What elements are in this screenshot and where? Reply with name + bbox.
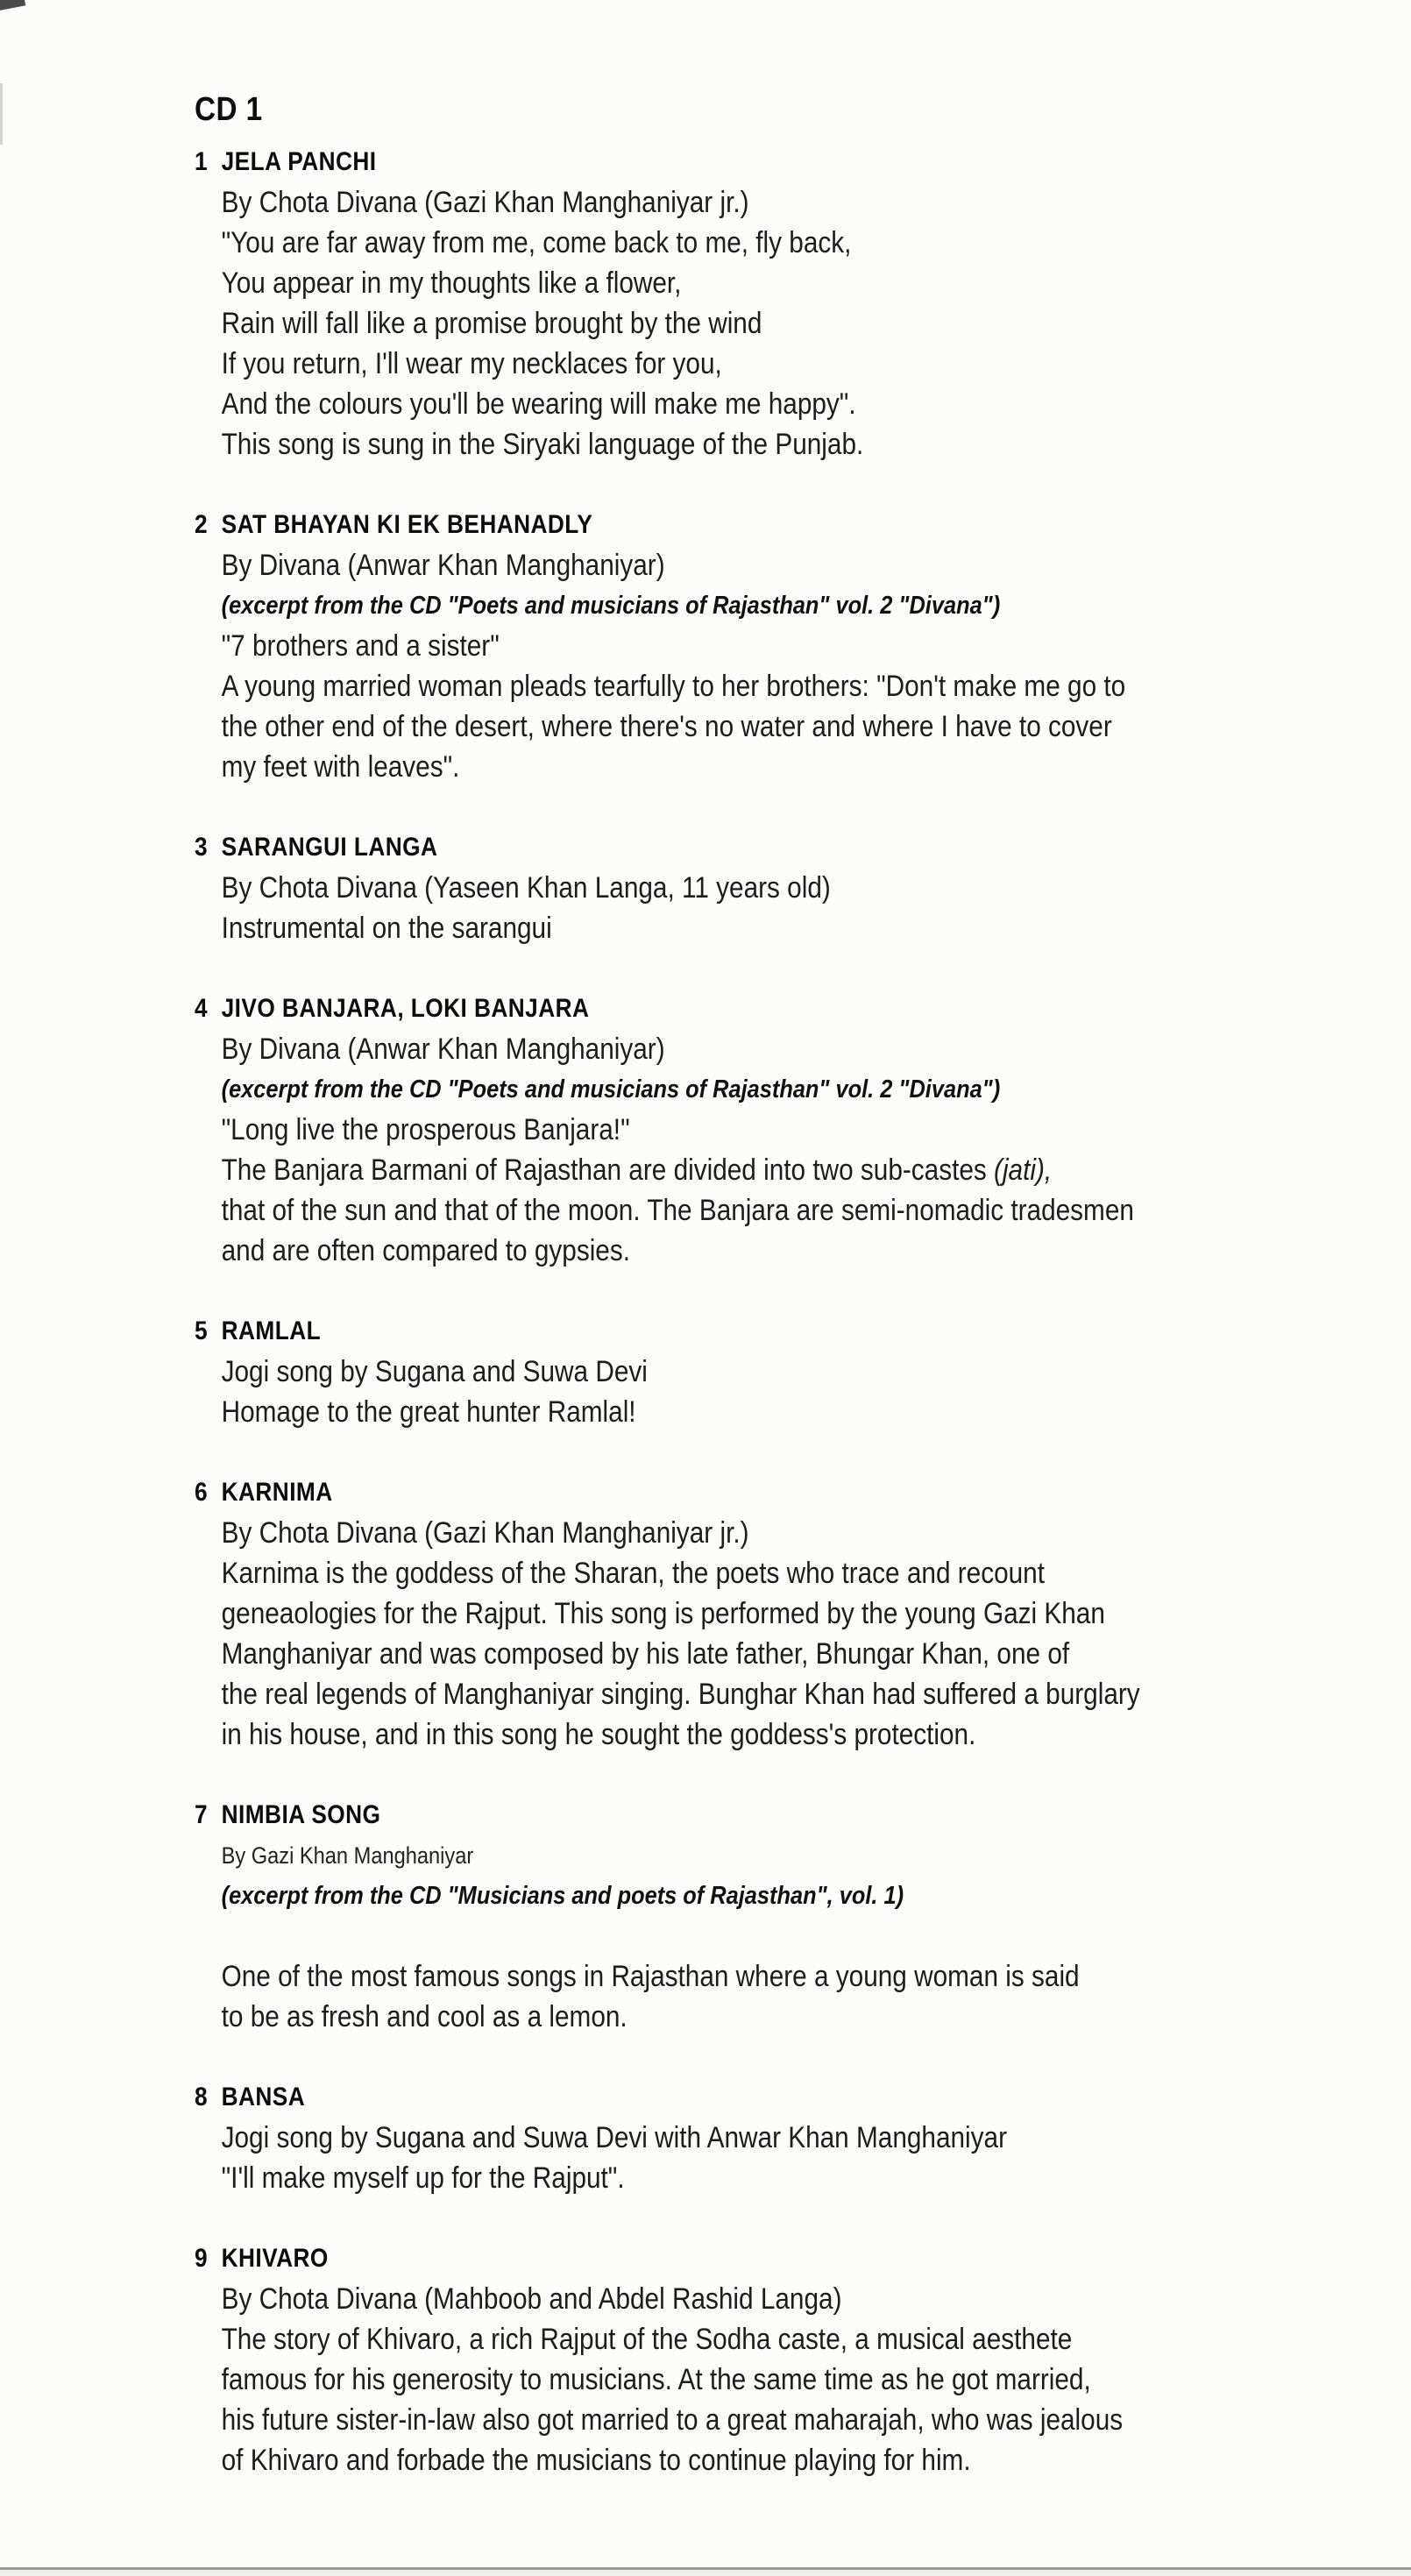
line-text: A young married woman pleads tearfully to her brothers: "Don't make me go to <box>221 670 1126 703</box>
track-line <box>195 626 1284 666</box>
track-section <box>195 1795 1284 2037</box>
line-text: Jogi song by Sugana and Suwa Devi with Anwar Khan Manghaniyar <box>221 2121 1007 2154</box>
line-text: Jogi song by Sugana and Suwa Devi <box>221 1355 648 1388</box>
track-line <box>195 1069 1284 1110</box>
track-section <box>195 1473 1284 1755</box>
track-line <box>195 1231 1284 1271</box>
track-header <box>195 989 1284 1029</box>
line-text: in his house, and in this song he sought the goddess's protection. <box>221 1718 976 1751</box>
track-number: 2 <box>195 510 209 539</box>
track-section <box>195 505 1284 787</box>
line-text: Rain will fall like a promise brought by the wind <box>221 307 762 340</box>
line-text: By Divana (Anwar Khan Manghaniyar) <box>221 549 665 582</box>
track-title: RAMLAL <box>221 1316 322 1345</box>
track-section <box>195 2077 1284 2198</box>
track-line <box>195 2118 1284 2158</box>
track-header <box>195 2077 1284 2118</box>
track-number: 9 <box>195 2244 209 2273</box>
track-number: 7 <box>195 1800 209 1829</box>
track-line <box>195 263 1284 303</box>
track-line <box>195 1876 1284 1916</box>
page-title: CD 1 <box>195 91 263 128</box>
track-line <box>195 706 1284 747</box>
track-header <box>195 1473 1284 1513</box>
line-text: The story of Khivaro, a rich Rajput of the Sodha caste, a musical aesthete <box>221 2323 1073 2356</box>
line-text: (excerpt from the CD "Musicians and poets of Rajasthan", vol. 1) <box>221 1882 904 1910</box>
line-text: and are often compared to gypsies. <box>221 1234 630 1267</box>
track-line <box>195 1150 1284 1190</box>
track-line <box>195 1190 1284 1231</box>
track-list <box>195 142 1284 2480</box>
track-number: 8 <box>195 2083 209 2111</box>
track-title: SARANGUI LANGA <box>221 833 438 862</box>
page-content <box>195 89 1284 2480</box>
track-title: KARNIMA <box>221 1478 333 1507</box>
line-text: "Long live the prosperous Banjara!" <box>221 1113 630 1146</box>
track-line <box>195 585 1284 626</box>
line-text: Instrumental on the sarangui <box>221 912 552 945</box>
line-text: By Chota Divana (Yaseen Khan Langa, 11 years old) <box>221 871 831 905</box>
track-line <box>195 223 1284 263</box>
line-text: One of the most famous songs in Rajasthan where a young woman is said <box>221 1960 1080 1993</box>
track-title: BANSA <box>221 2083 306 2111</box>
scan-corner-mark <box>0 0 25 11</box>
track-title: SAT BHAYAN KI EK BEHANADLY <box>221 510 593 539</box>
track-line <box>195 1997 1284 2037</box>
track-line <box>195 1634 1284 1674</box>
track-line <box>195 1956 1284 1997</box>
track-section <box>195 2239 1284 2480</box>
track-line <box>195 1029 1284 1069</box>
track-line <box>195 1916 1284 1956</box>
line-text: You appear in my thoughts like a flower, <box>221 266 682 300</box>
track-line <box>195 1593 1284 1634</box>
track-line <box>195 303 1284 344</box>
line-text: "You are far away from me, come back to me, fly back, <box>221 226 852 259</box>
track-number: 1 <box>195 147 209 176</box>
line-text: By Divana (Anwar Khan Manghaniyar) <box>221 1033 665 1066</box>
track-line <box>195 545 1284 585</box>
line-text: And the colours you'll be wearing will make me happy". <box>221 387 856 421</box>
track-line <box>195 2158 1284 2198</box>
line-text: By Chota Divana (Mahboob and Abdel Rashid Langa) <box>221 2282 842 2316</box>
track-number: 6 <box>195 1478 209 1507</box>
track-title: NIMBIA SONG <box>221 1800 381 1829</box>
track-header <box>195 2239 1284 2279</box>
line-text: Manghaniyar and was composed by his late father, Bhungar Khan, one of <box>221 1637 1070 1671</box>
track-line <box>195 2360 1284 2400</box>
line-text: (excerpt from the CD "Poets and musicians of Rajasthan" vol. 2 "Divana") <box>221 1075 1001 1103</box>
track-line <box>195 747 1284 787</box>
track-line <box>195 1553 1284 1593</box>
track-section <box>195 1311 1284 1432</box>
track-header <box>195 142 1284 182</box>
track-header <box>195 505 1284 545</box>
track-header <box>195 1795 1284 1835</box>
track-line <box>195 868 1284 908</box>
track-number: 4 <box>195 994 209 1023</box>
track-line <box>195 424 1284 465</box>
track-line <box>195 384 1284 424</box>
track-line <box>195 182 1284 223</box>
line-text: "I'll make myself up for the Rajput". <box>221 2161 625 2195</box>
track-title: JIVO BANJARA, LOKI BANJARA <box>221 994 590 1023</box>
line-text: (excerpt from the CD "Poets and musicians of Rajasthan" vol. 2 "Divana") <box>221 592 1001 620</box>
track-section <box>195 142 1284 465</box>
line-text: of Khivaro and forbade the musicians to continue playing for him. <box>221 2444 971 2477</box>
track-title: KHIVARO <box>221 2244 329 2273</box>
line-text: Karnima is the goddess of the Sharan, the poets who trace and recount <box>221 1557 1045 1590</box>
track-line <box>195 2400 1284 2440</box>
track-line <box>195 908 1284 948</box>
track-line <box>195 1513 1284 1553</box>
track-line <box>195 1674 1284 1714</box>
track-line <box>195 1714 1284 1755</box>
line-text: This song is sung in the Siryaki language of the Punjab. <box>221 428 864 461</box>
track-line <box>195 2440 1284 2480</box>
line-text: By Gazi Khan Manghaniyar <box>221 1842 474 1869</box>
track-section <box>195 827 1284 948</box>
scan-bottom-fade <box>0 2570 1411 2576</box>
track-title: JELA PANCHI <box>221 147 377 176</box>
line-text: that of the sun and that of the moon. The Banjara are semi-nomadic tradesmen <box>221 1194 1134 1227</box>
line-text: the other end of the desert, where there's no water and where I have to cover <box>221 710 1112 743</box>
track-section <box>195 989 1284 1271</box>
line-text: the real legends of Manghaniyar singing. Bunghar Khan had suffered a burglary <box>221 1678 1140 1711</box>
line-text: his future sister-in-law also got married to a great maharajah, who was jealous <box>221 2403 1124 2437</box>
line-text: By Chota Divana (Gazi Khan Manghaniyar jr.) <box>221 1516 749 1550</box>
line-text: to be as fresh and cool as a lemon. <box>221 2000 628 2033</box>
track-number: 5 <box>195 1316 209 1345</box>
track-line <box>195 1352 1284 1392</box>
line-text: "7 brothers and a sister" <box>221 629 500 663</box>
line-text: By Chota Divana (Gazi Khan Manghaniyar jr.) <box>221 186 749 219</box>
line-text: geneaologies for the Rajput. This song is performed by the young Gazi Khan <box>221 1597 1105 1630</box>
track-line <box>195 2279 1284 2319</box>
line-text: The Banjara Barmani of Rajasthan are divided into two sub-castes <box>221 1153 995 1187</box>
track-line <box>195 344 1284 384</box>
track-line <box>195 1392 1284 1432</box>
track-line <box>195 2319 1284 2360</box>
track-line <box>195 1110 1284 1150</box>
line-text: my feet with leaves". <box>221 750 460 784</box>
line-text: If you return, I'll wear my necklaces for you, <box>221 347 722 380</box>
track-number: 3 <box>195 833 209 862</box>
scan-edge-mark <box>0 83 3 145</box>
italic-term: (jati), <box>994 1153 1053 1187</box>
track-line <box>195 1835 1284 1876</box>
track-line <box>195 666 1284 706</box>
track-header <box>195 1311 1284 1352</box>
track-header <box>195 827 1284 868</box>
line-text: famous for his generosity to musicians. At the same time as he got married, <box>221 2363 1091 2396</box>
line-text: Homage to the great hunter Ramlal! <box>221 1395 636 1429</box>
